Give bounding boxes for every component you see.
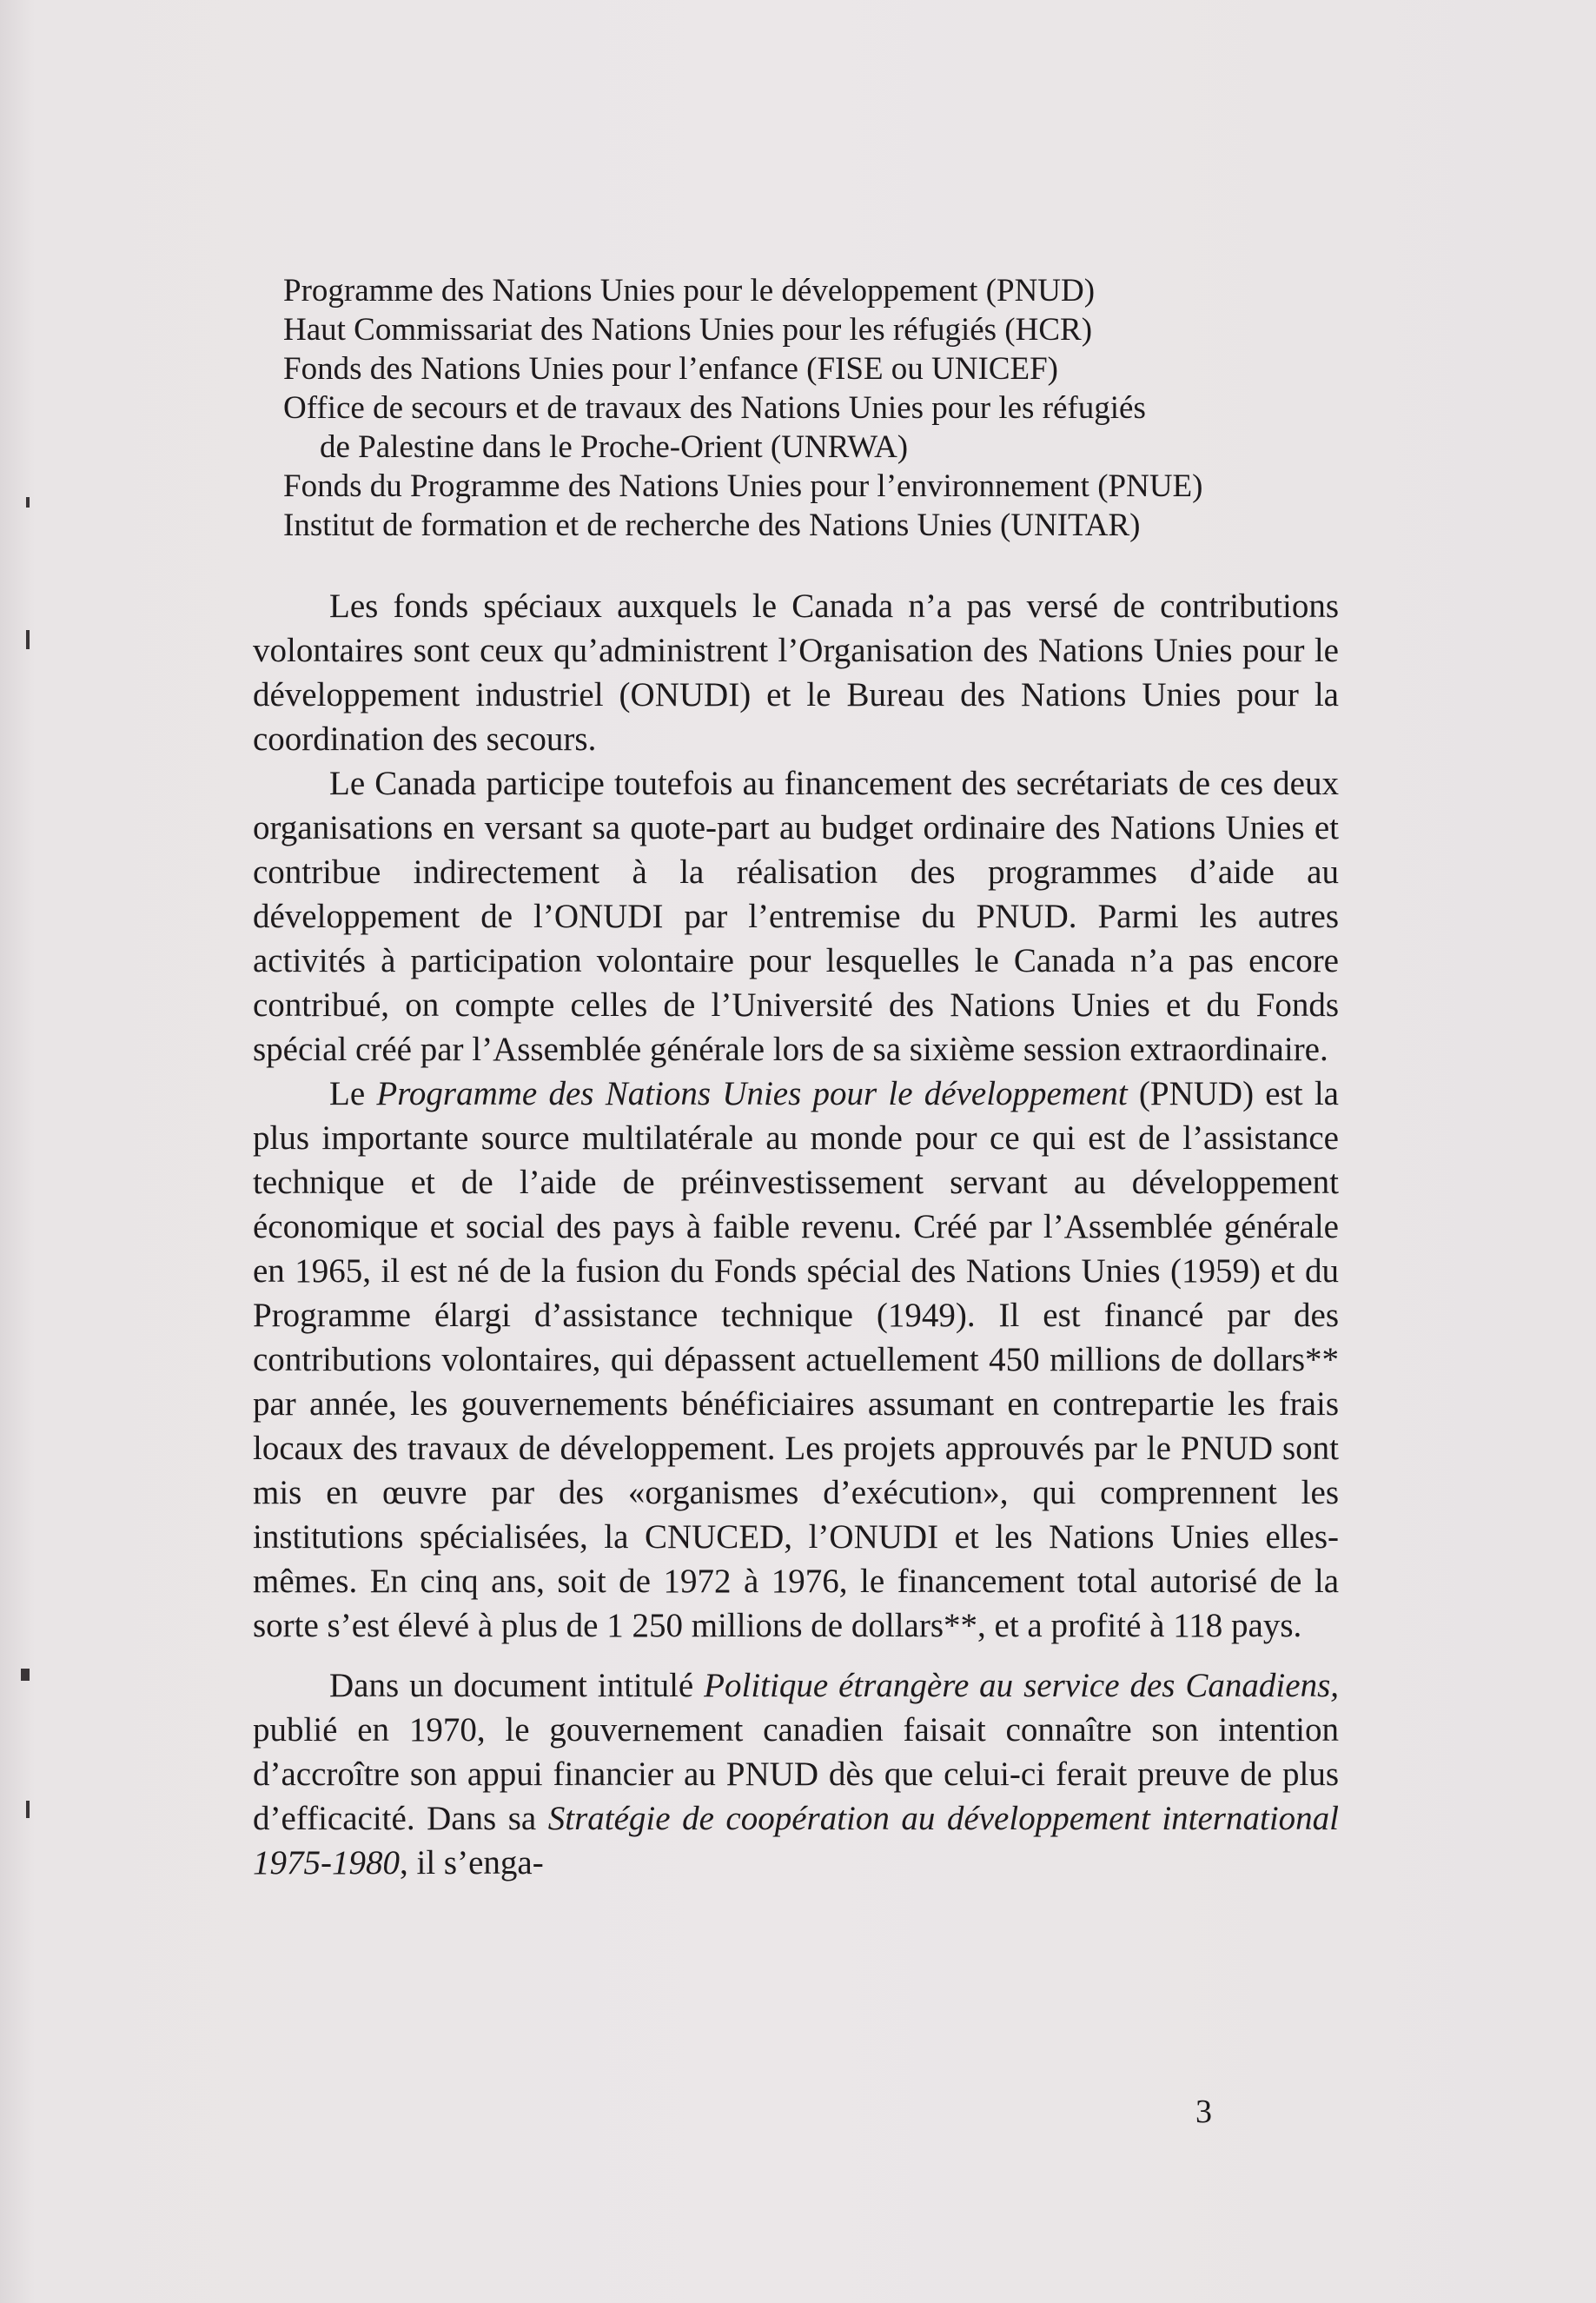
paragraph-special-funds: Les fonds spéciaux auxquels le Canada n’a pas versé de contributions volontaires sont ceux qu’administrent l’Organisation des Nations Unies pour le développement industriel (ONUDI) et le Bureau des Nations Unies pour la coordination des secours. <box>253 587 1339 758</box>
paragraph-foreign-policy <box>253 1663 1339 1885</box>
binding-mark <box>26 630 30 649</box>
list-item <box>283 310 1413 349</box>
page-number: 3 <box>1195 2094 1212 2130</box>
list-item-text: Office de secours et de travaux des Nations Unies pour les réfugiés <box>283 390 1146 426</box>
list-item <box>283 271 1413 310</box>
paragraph-lead: Le <box>329 1075 377 1112</box>
list-item-text: Fonds des Nations Unies pour l’enfance (FISE ou UNICEF) <box>283 351 1058 387</box>
paragraph-lead: Dans un document intitulé <box>329 1667 705 1704</box>
body-text <box>253 584 1339 1885</box>
list-item <box>283 467 1413 506</box>
italic-title: Stratégie de coopération au développement international 1975-1980 <box>253 1800 1339 1882</box>
binding-mark <box>26 1801 30 1818</box>
paragraph-pnud <box>253 1072 1339 1648</box>
paragraph-middle: publié en 1970, le gouvernement canadien faisait connaître son intention d’accroître son appui financier au PNUD dès que celui-ci ferait preuve de plus d’efficacité. Dans sa <box>253 1711 1339 1837</box>
italic-title: Politique étrangère au service des Canadiens, <box>704 1667 1339 1704</box>
paragraph-canada-participation: Le Canada participe toutefois au financement des secrétariats de ces deux organisations en versant sa quote-part au budget ordinaire des Nations Unies et contribue indirectement à la réalisation des programmes d’aide au développement de l’ONUDI par l’entremise du PNUD. Parmi les autres activités à participation volontaire pour lesquelles le Canada n’a pas encore contribué, on compte celles de l’Université des Nations Unies et du Fonds spécial créé par l’Assemblée générale lors de sa sixième session extraordinaire. <box>253 765 1339 1068</box>
binding-mark <box>26 497 30 508</box>
italic-title: Programme des Nations Unies pour le développement <box>376 1075 1128 1112</box>
binding-mark <box>21 1669 30 1681</box>
paragraph-rest: (PNUD) est la plus importante source multilatérale au monde pour ce qui est de l’assistance technique et de l’aide de préinvestissement servant au développement économique et social des pays à faible revenu. Créé par l’Assemblée générale en 1965, il est né de la fusion du Fonds spécial des Nations Unies (1959) et du Programme élargi d’assistance technique (1949). Il est financé par des contributions volontaires, qui dépassent actuellement 450 millions de dollars** par année, les gouvernements bénéficiaires assumant en contrepartie les frais locaux des travaux de développement. Les projets approuvés par le PNUD sont mis en œuvre par des «organismes d’exécution», qui comprennent les institutions spécialisées, la CNUCED, l’ONUDI et les Nations Unies elles-mêmes. En cinq ans, soit de 1972 à 1976, le financement total autorisé de la sorte s’est élevé à plus de 1 250 millions de dollars**, et a profité à 118 pays. <box>253 1075 1339 1644</box>
list-item <box>283 349 1413 388</box>
list-item-text: Programme des Nations Unies pour le développement (PNUD) <box>283 273 1096 309</box>
list-item-text: Haut Commissariat des Nations Unies pour les réfugiés (HCR) <box>283 312 1093 348</box>
list-item <box>283 506 1413 545</box>
organization-list <box>283 271 1413 545</box>
list-item-text: Institut de formation et de recherche des Nations Unies (UNITAR) <box>283 508 1141 543</box>
list-item <box>283 388 1413 467</box>
paragraph-end: , il s’enga- <box>400 1844 544 1882</box>
list-item-continuation: de Palestine dans le Proche-Orient (UNRWA) <box>320 429 909 465</box>
list-item-text: Fonds du Programme des Nations Unies pour l’environnement (PNUE) <box>283 468 1203 504</box>
